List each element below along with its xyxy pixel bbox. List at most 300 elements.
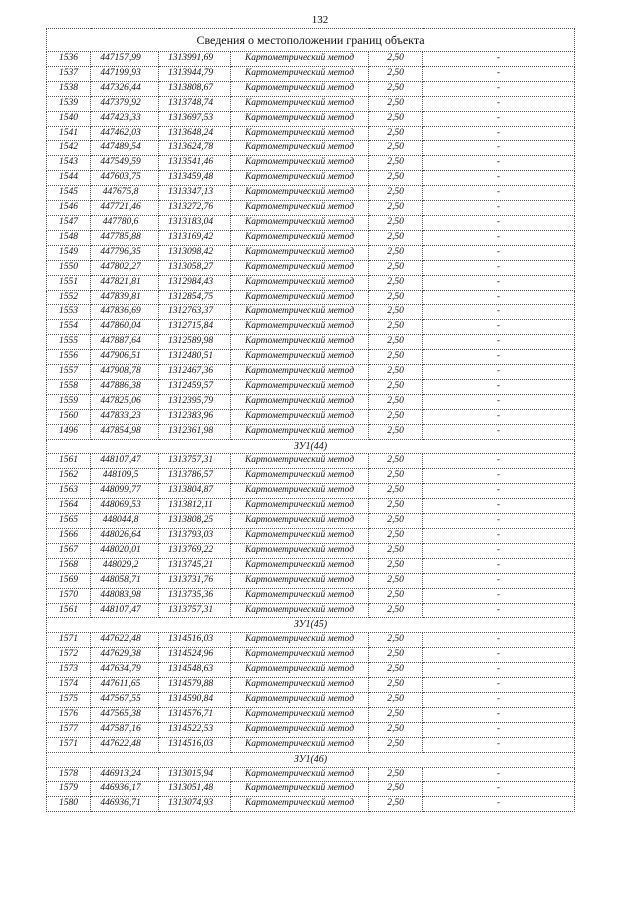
table-row <box>47 201 575 216</box>
precision-cell: 2,50 <box>369 558 423 573</box>
point-number-cell: 1575 <box>47 692 91 707</box>
y-coordinate-cell: 1312854,75 <box>159 290 231 305</box>
method-cell: Картометрический метод <box>231 156 369 171</box>
x-coordinate-cell: 447587,16 <box>91 722 159 737</box>
y-coordinate-cell: 1313793,03 <box>159 529 231 544</box>
description-cell: - <box>423 290 575 305</box>
x-coordinate-cell: 448020,01 <box>91 543 159 558</box>
description-cell: - <box>423 722 575 737</box>
method-cell: Картометрический метод <box>231 141 369 156</box>
precision-cell: 2,50 <box>369 469 423 484</box>
point-number-cell: 1567 <box>47 543 91 558</box>
x-coordinate-cell: 448026,64 <box>91 529 159 544</box>
precision-cell: 2,50 <box>369 722 423 737</box>
x-coordinate-cell: 447836,69 <box>91 305 159 320</box>
table-row <box>47 66 575 81</box>
point-number-cell: 1544 <box>47 171 91 186</box>
table-row <box>47 409 575 424</box>
method-cell: Картометрический метод <box>231 543 369 558</box>
table-row <box>47 171 575 186</box>
x-coordinate-cell: 446913,24 <box>91 767 159 782</box>
table-row <box>47 215 575 230</box>
description-cell: - <box>423 648 575 663</box>
table-body <box>47 29 575 812</box>
description-cell: - <box>423 171 575 186</box>
precision-cell: 2,50 <box>369 573 423 588</box>
point-number-cell: 1568 <box>47 558 91 573</box>
point-number-cell: 1561 <box>47 454 91 469</box>
x-coordinate-cell: 447379,92 <box>91 96 159 111</box>
point-number-cell: 1579 <box>47 782 91 797</box>
description-cell: - <box>423 797 575 812</box>
y-coordinate-cell: 1313459,48 <box>159 171 231 186</box>
precision-cell: 2,50 <box>369 215 423 230</box>
table-row <box>47 335 575 350</box>
point-number-cell: 1542 <box>47 141 91 156</box>
description-cell: - <box>423 469 575 484</box>
description-cell: - <box>423 514 575 529</box>
method-cell: Картометрический метод <box>231 126 369 141</box>
point-number-cell: 1571 <box>47 737 91 752</box>
table-row <box>47 275 575 290</box>
method-cell: Картометрический метод <box>231 529 369 544</box>
y-coordinate-cell: 1313786,57 <box>159 469 231 484</box>
point-number-cell: 1555 <box>47 335 91 350</box>
y-coordinate-cell: 1313074,93 <box>159 797 231 812</box>
table-row <box>47 797 575 812</box>
point-number-cell: 1550 <box>47 260 91 275</box>
y-coordinate-cell: 1313731,76 <box>159 573 231 588</box>
x-coordinate-cell: 448029,2 <box>91 558 159 573</box>
method-cell: Картометрический метод <box>231 678 369 693</box>
method-cell: Картометрический метод <box>231 782 369 797</box>
table-row <box>47 469 575 484</box>
description-cell: - <box>423 350 575 365</box>
description-cell: - <box>423 215 575 230</box>
description-cell: - <box>423 633 575 648</box>
y-coordinate-cell: 1314516,03 <box>159 737 231 752</box>
method-cell: Картометрический метод <box>231 767 369 782</box>
x-coordinate-cell: 447622,48 <box>91 633 159 648</box>
y-coordinate-cell: 1313804,87 <box>159 484 231 499</box>
point-number-cell: 1537 <box>47 66 91 81</box>
table-row <box>47 186 575 201</box>
y-coordinate-cell: 1314522,53 <box>159 722 231 737</box>
description-cell: - <box>423 126 575 141</box>
x-coordinate-cell: 448107,47 <box>91 603 159 618</box>
x-coordinate-cell: 447489,54 <box>91 141 159 156</box>
method-cell: Картометрический метод <box>231 409 369 424</box>
point-number-cell: 1545 <box>47 186 91 201</box>
table-row <box>47 588 575 603</box>
point-number-cell: 1543 <box>47 156 91 171</box>
table-row <box>47 290 575 305</box>
precision-cell: 2,50 <box>369 648 423 663</box>
table-row <box>47 529 575 544</box>
x-coordinate-cell: 448044,8 <box>91 514 159 529</box>
table-row <box>47 81 575 96</box>
y-coordinate-cell: 1313697,53 <box>159 111 231 126</box>
precision-cell: 2,50 <box>369 394 423 409</box>
method-cell: Картометрический метод <box>231 335 369 350</box>
point-number-cell: 1540 <box>47 111 91 126</box>
point-number-cell: 1553 <box>47 305 91 320</box>
y-coordinate-cell: 1312480,51 <box>159 350 231 365</box>
description-cell: - <box>423 588 575 603</box>
description-cell: - <box>423 156 575 171</box>
precision-cell: 2,50 <box>369 186 423 201</box>
point-number-cell: 1564 <box>47 499 91 514</box>
x-coordinate-cell: 448099,77 <box>91 484 159 499</box>
method-cell: Картометрический метод <box>231 320 369 335</box>
page-number: 132 <box>311 14 329 26</box>
table-row <box>47 96 575 111</box>
x-coordinate-cell: 448069,53 <box>91 499 159 514</box>
table-row <box>47 320 575 335</box>
table-row <box>47 454 575 469</box>
y-coordinate-cell: 1312361,98 <box>159 424 231 439</box>
y-coordinate-cell: 1313757,31 <box>159 454 231 469</box>
x-coordinate-cell: 447833,23 <box>91 409 159 424</box>
method-cell: Картометрический метод <box>231 737 369 752</box>
table-row <box>47 603 575 618</box>
description-cell: - <box>423 454 575 469</box>
description-cell: - <box>423 379 575 394</box>
section-row <box>47 618 575 633</box>
method-cell: Картометрический метод <box>231 707 369 722</box>
point-number-cell: 1570 <box>47 588 91 603</box>
description-cell: - <box>423 66 575 81</box>
method-cell: Картометрический метод <box>231 230 369 245</box>
precision-cell: 2,50 <box>369 320 423 335</box>
method-cell: Картометрический метод <box>231 365 369 380</box>
precision-cell: 2,50 <box>369 663 423 678</box>
method-cell: Картометрический метод <box>231 558 369 573</box>
x-coordinate-cell: 447721,46 <box>91 201 159 216</box>
y-coordinate-cell: 1312763,37 <box>159 305 231 320</box>
method-cell: Картометрический метод <box>231 633 369 648</box>
x-coordinate-cell: 448058,71 <box>91 573 159 588</box>
y-coordinate-cell: 1313051,48 <box>159 782 231 797</box>
table-row <box>47 424 575 439</box>
precision-cell: 2,50 <box>369 230 423 245</box>
method-cell: Картометрический метод <box>231 394 369 409</box>
table-row <box>47 692 575 707</box>
method-cell: Картометрический метод <box>231 275 369 290</box>
point-number-cell: 1573 <box>47 663 91 678</box>
point-number-cell: 1578 <box>47 767 91 782</box>
precision-cell: 2,50 <box>369 245 423 260</box>
description-cell: - <box>423 603 575 618</box>
method-cell: Картометрический метод <box>231 66 369 81</box>
precision-cell: 2,50 <box>369 692 423 707</box>
point-number-cell: 1580 <box>47 797 91 812</box>
table-row <box>47 245 575 260</box>
precision-cell: 2,50 <box>369 603 423 618</box>
point-number-cell: 1546 <box>47 201 91 216</box>
section-label: ЗУ1(44) <box>47 439 575 454</box>
precision-cell: 2,50 <box>369 529 423 544</box>
method-cell: Картометрический метод <box>231 514 369 529</box>
y-coordinate-cell: 1313347,13 <box>159 186 231 201</box>
table-row <box>47 126 575 141</box>
point-number-cell: 1496 <box>47 424 91 439</box>
point-number-cell: 1558 <box>47 379 91 394</box>
method-cell: Картометрический метод <box>231 797 369 812</box>
x-coordinate-cell: 446936,71 <box>91 797 159 812</box>
y-coordinate-cell: 1313808,25 <box>159 514 231 529</box>
table-row <box>47 663 575 678</box>
y-coordinate-cell: 1314579,88 <box>159 678 231 693</box>
description-cell: - <box>423 245 575 260</box>
precision-cell: 2,50 <box>369 141 423 156</box>
table-header-row <box>47 29 575 52</box>
point-number-cell: 1566 <box>47 529 91 544</box>
y-coordinate-cell: 1314524,96 <box>159 648 231 663</box>
table-row <box>47 230 575 245</box>
method-cell: Картометрический метод <box>231 379 369 394</box>
method-cell: Картометрический метод <box>231 111 369 126</box>
point-number-cell: 1562 <box>47 469 91 484</box>
x-coordinate-cell: 447611,65 <box>91 678 159 693</box>
method-cell: Картометрический метод <box>231 469 369 484</box>
point-number-cell: 1554 <box>47 320 91 335</box>
precision-cell: 2,50 <box>369 707 423 722</box>
y-coordinate-cell: 1314590,84 <box>159 692 231 707</box>
point-number-cell: 1574 <box>47 678 91 693</box>
precision-cell: 2,50 <box>369 365 423 380</box>
point-number-cell: 1576 <box>47 707 91 722</box>
y-coordinate-cell: 1313058,27 <box>159 260 231 275</box>
method-cell: Картометрический метод <box>231 350 369 365</box>
y-coordinate-cell: 1313808,67 <box>159 81 231 96</box>
description-cell: - <box>423 260 575 275</box>
table-row <box>47 156 575 171</box>
description-cell: - <box>423 692 575 707</box>
method-cell: Картометрический метод <box>231 81 369 96</box>
description-cell: - <box>423 186 575 201</box>
description-cell: - <box>423 409 575 424</box>
x-coordinate-cell: 447549,59 <box>91 156 159 171</box>
x-coordinate-cell: 446936,17 <box>91 782 159 797</box>
point-number-cell: 1563 <box>47 484 91 499</box>
description-cell: - <box>423 96 575 111</box>
precision-cell: 2,50 <box>369 797 423 812</box>
x-coordinate-cell: 447839,81 <box>91 290 159 305</box>
precision-cell: 2,50 <box>369 409 423 424</box>
precision-cell: 2,50 <box>369 305 423 320</box>
description-cell: - <box>423 275 575 290</box>
point-number-cell: 1565 <box>47 514 91 529</box>
table-row <box>47 722 575 737</box>
precision-cell: 2,50 <box>369 66 423 81</box>
section-row <box>47 752 575 767</box>
section-label: ЗУ1(45) <box>47 618 575 633</box>
precision-cell: 2,50 <box>369 484 423 499</box>
y-coordinate-cell: 1312984,43 <box>159 275 231 290</box>
x-coordinate-cell: 447908,78 <box>91 365 159 380</box>
y-coordinate-cell: 1314516,03 <box>159 633 231 648</box>
table-row <box>47 633 575 648</box>
precision-cell: 2,50 <box>369 111 423 126</box>
y-coordinate-cell: 1312467,36 <box>159 365 231 380</box>
point-number-cell: 1572 <box>47 648 91 663</box>
y-coordinate-cell: 1312589,98 <box>159 335 231 350</box>
x-coordinate-cell: 447157,99 <box>91 52 159 67</box>
y-coordinate-cell: 1313769,22 <box>159 543 231 558</box>
method-cell: Картометрический метод <box>231 424 369 439</box>
precision-cell: 2,50 <box>369 782 423 797</box>
y-coordinate-cell: 1313745,21 <box>159 558 231 573</box>
description-cell: - <box>423 201 575 216</box>
y-coordinate-cell: 1314548,63 <box>159 663 231 678</box>
x-coordinate-cell: 447906,51 <box>91 350 159 365</box>
point-number-cell: 1539 <box>47 96 91 111</box>
method-cell: Картометрический метод <box>231 290 369 305</box>
x-coordinate-cell: 447462,03 <box>91 126 159 141</box>
precision-cell: 2,50 <box>369 633 423 648</box>
y-coordinate-cell: 1313991,69 <box>159 52 231 67</box>
method-cell: Картометрический метод <box>231 648 369 663</box>
table-title: Сведения о местоположении границ объекта <box>47 29 575 52</box>
y-coordinate-cell: 1312715,84 <box>159 320 231 335</box>
table-row <box>47 782 575 797</box>
precision-cell: 2,50 <box>369 737 423 752</box>
table-row <box>47 52 575 67</box>
table-row <box>47 678 575 693</box>
point-number-cell: 1557 <box>47 365 91 380</box>
method-cell: Картометрический метод <box>231 186 369 201</box>
precision-cell: 2,50 <box>369 201 423 216</box>
x-coordinate-cell: 447199,93 <box>91 66 159 81</box>
precision-cell: 2,50 <box>369 52 423 67</box>
method-cell: Картометрический метод <box>231 573 369 588</box>
y-coordinate-cell: 1312459,57 <box>159 379 231 394</box>
table-row <box>47 305 575 320</box>
description-cell: - <box>423 81 575 96</box>
y-coordinate-cell: 1312383,96 <box>159 409 231 424</box>
method-cell: Картометрический метод <box>231 588 369 603</box>
description-cell: - <box>423 111 575 126</box>
y-coordinate-cell: 1313272,76 <box>159 201 231 216</box>
x-coordinate-cell: 447796,35 <box>91 245 159 260</box>
x-coordinate-cell: 447565,38 <box>91 707 159 722</box>
x-coordinate-cell: 448107,47 <box>91 454 159 469</box>
precision-cell: 2,50 <box>369 350 423 365</box>
precision-cell: 2,50 <box>369 379 423 394</box>
table-row <box>47 499 575 514</box>
table-row <box>47 260 575 275</box>
y-coordinate-cell: 1313748,74 <box>159 96 231 111</box>
point-number-cell: 1551 <box>47 275 91 290</box>
y-coordinate-cell: 1313944,79 <box>159 66 231 81</box>
x-coordinate-cell: 447634,79 <box>91 663 159 678</box>
description-cell: - <box>423 230 575 245</box>
table-row <box>47 514 575 529</box>
description-cell: - <box>423 678 575 693</box>
description-cell: - <box>423 529 575 544</box>
table-row <box>47 141 575 156</box>
x-coordinate-cell: 447821,81 <box>91 275 159 290</box>
y-coordinate-cell: 1313183,04 <box>159 215 231 230</box>
point-number-cell: 1561 <box>47 603 91 618</box>
x-coordinate-cell: 447603,75 <box>91 171 159 186</box>
description-cell: - <box>423 737 575 752</box>
description-cell: - <box>423 573 575 588</box>
table-row <box>47 707 575 722</box>
precision-cell: 2,50 <box>369 335 423 350</box>
y-coordinate-cell: 1313812,11 <box>159 499 231 514</box>
y-coordinate-cell: 1313169,42 <box>159 230 231 245</box>
method-cell: Картометрический метод <box>231 215 369 230</box>
description-cell: - <box>423 499 575 514</box>
x-coordinate-cell: 447780,6 <box>91 215 159 230</box>
x-coordinate-cell: 447629,38 <box>91 648 159 663</box>
precision-cell: 2,50 <box>369 81 423 96</box>
method-cell: Картометрический метод <box>231 260 369 275</box>
precision-cell: 2,50 <box>369 514 423 529</box>
description-cell: - <box>423 320 575 335</box>
method-cell: Картометрический метод <box>231 603 369 618</box>
x-coordinate-cell: 447622,48 <box>91 737 159 752</box>
point-number-cell: 1556 <box>47 350 91 365</box>
table-row <box>47 350 575 365</box>
y-coordinate-cell: 1313648,24 <box>159 126 231 141</box>
point-number-cell: 1547 <box>47 215 91 230</box>
precision-cell: 2,50 <box>369 156 423 171</box>
x-coordinate-cell: 447785,88 <box>91 230 159 245</box>
precision-cell: 2,50 <box>369 171 423 186</box>
x-coordinate-cell: 447423,33 <box>91 111 159 126</box>
x-coordinate-cell: 448109,5 <box>91 469 159 484</box>
point-number-cell: 1548 <box>47 230 91 245</box>
table-row <box>47 737 575 752</box>
point-number-cell: 1577 <box>47 722 91 737</box>
section-label: ЗУ1(46) <box>47 752 575 767</box>
description-cell: - <box>423 141 575 156</box>
description-cell: - <box>423 782 575 797</box>
y-coordinate-cell: 1313757,31 <box>159 603 231 618</box>
precision-cell: 2,50 <box>369 96 423 111</box>
point-number-cell: 1536 <box>47 52 91 67</box>
description-cell: - <box>423 424 575 439</box>
y-coordinate-cell: 1313624,78 <box>159 141 231 156</box>
description-cell: - <box>423 558 575 573</box>
method-cell: Картометрический метод <box>231 484 369 499</box>
table-row <box>47 484 575 499</box>
description-cell: - <box>423 52 575 67</box>
table-row <box>47 379 575 394</box>
table-row <box>47 394 575 409</box>
method-cell: Картометрический метод <box>231 663 369 678</box>
method-cell: Картометрический метод <box>231 499 369 514</box>
point-number-cell: 1538 <box>47 81 91 96</box>
y-coordinate-cell: 1313735,36 <box>159 588 231 603</box>
y-coordinate-cell: 1314576,71 <box>159 707 231 722</box>
x-coordinate-cell: 447886,38 <box>91 379 159 394</box>
precision-cell: 2,50 <box>369 454 423 469</box>
precision-cell: 2,50 <box>369 424 423 439</box>
x-coordinate-cell: 447675,8 <box>91 186 159 201</box>
x-coordinate-cell: 448083,98 <box>91 588 159 603</box>
method-cell: Картометрический метод <box>231 96 369 111</box>
table-row <box>47 648 575 663</box>
y-coordinate-cell: 1312395,79 <box>159 394 231 409</box>
table-row <box>47 111 575 126</box>
method-cell: Картометрический метод <box>231 201 369 216</box>
precision-cell: 2,50 <box>369 678 423 693</box>
precision-cell: 2,50 <box>369 260 423 275</box>
